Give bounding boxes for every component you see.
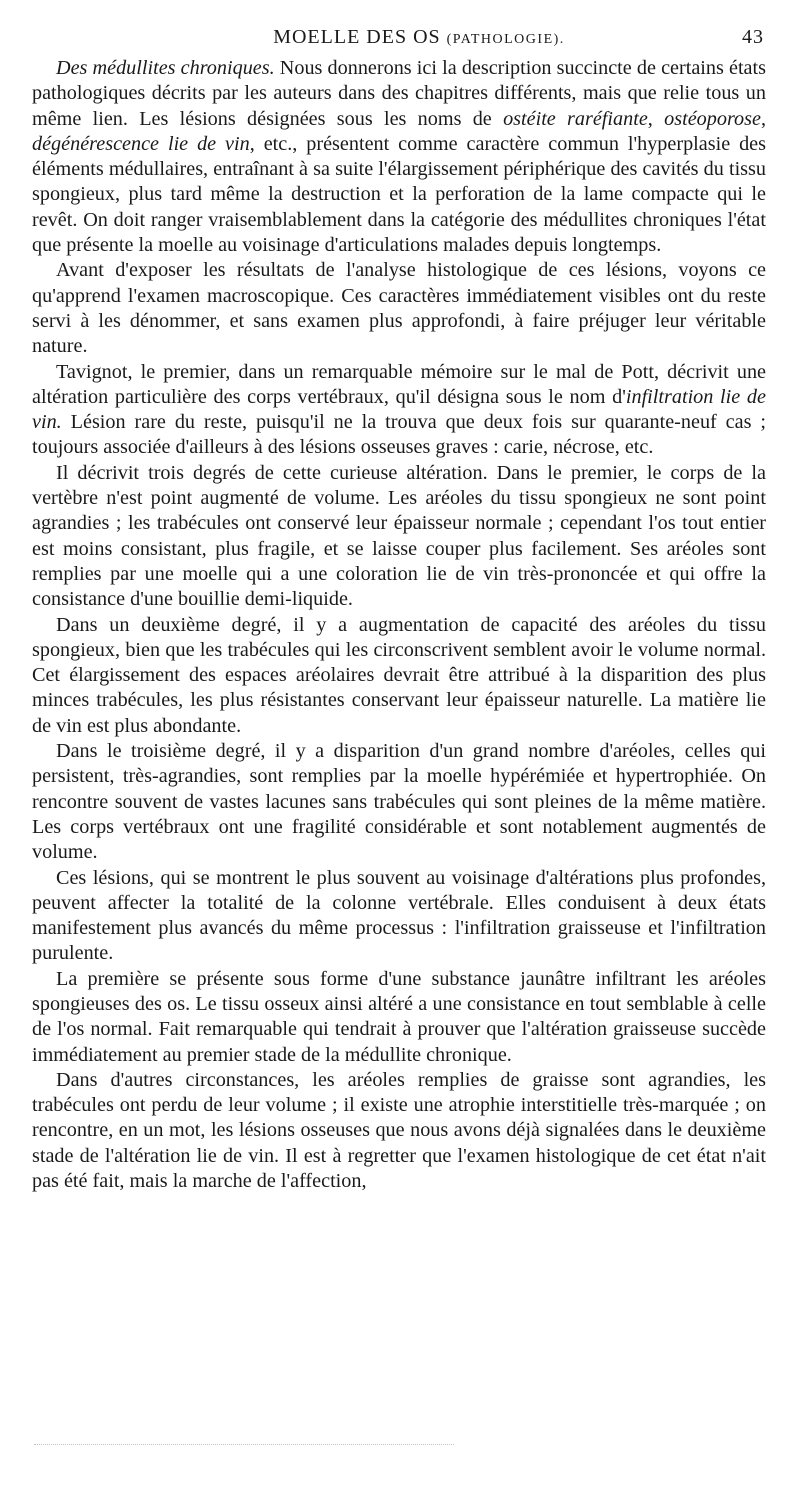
paragraph-deuxieme-degre: Dans un deuxième degré, il y a augmentation de capacité des aréoles du tissu spongieux, bien que les trabécules qui les circonscrivent semblent avoir le volume normal. Cet élargissement des espaces aréolaires devrait être attribué à la disparition des plus minces trabécules, les plus résistantes conservant leur épaisseur naturelle. La matière lie de vin est plus abondante. [32,613,766,737]
body-text [32,56,766,1194]
paragraph-premier-degre: Il décrivit trois degrés de cette curieuse altération. Dans le premier, le corps de la vertèbre n'est point augmenté de volume. Les aréoles du tissu spongieux ne sont point agrandies ; les trabécules ont conservé leur épaisseur normale ; cependant l'os tout entier est moins consistant, plus fragile, et se laisse couper plus facilement. Ses aréoles sont remplies par une moelle qui a une coloration lie de vin très-prononcée et qui offre la consistance d'une bouillie demi-liquide. [32,461,766,611]
paragraph-etats-avances: Ces lésions, qui se montrent le plus souvent au voisinage d'altérations plus profondes, peuvent affecter la totalité de la colonne vertébrale. Elles conduisent à deux états manifestement plus avancés du même processus : l'infiltration graisseuse et l'infiltration purulente. [32,866,766,965]
paragraph-autres-circonstances: Dans d'autres circonstances, les aréoles remplies de graisse sont agrandies, les trabécules ont perdu de leur volume ; il existe une atrophie interstitielle très-marquée ; on rencontre, en un mot, les lésions osseuses que nous avons déjà signalées dans le deuxième stade de l'altération lie de vin. Il est à regretter que l'examen histologique de cet état n'ait pas été fait, mais la marche de l'affection, [32,1068,766,1193]
section-heading-italic: Des médullites chroniques. [56,57,275,79]
paragraph-text: , [760,107,767,130]
italic-term: infiltration lie de vin. [32,385,766,434]
italic-term: dégénérescence lie de vin [32,132,250,155]
italic-term: ostéite raréfiante [503,107,648,130]
paragraph-examen-macroscopique: Avant d'exposer les résultats de l'analyse histologique de ces lésions, voyons ce qu'apprend l'examen macroscopique. Ces caractères immédiatement visibles ont du reste servi à les dénommer, et sans examen plus approfondi, à faire préjuger leur véritable nature. [32,259,766,358]
paragraph-text: Lésion rare du reste, puisqu'il ne la trouva que deux fois sur quarante-neuf cas ; toujours associée d'ailleurs à des lésions osseuses graves : carie, nécrose, etc. [32,411,766,459]
book-page [32,26,766,1194]
paragraph-troisieme-degre: Dans le troisième degré, il y a disparition d'un grand nombre d'aréoles, celles qui persistent, très-agrandies, sont remplies par la moelle hypérémiée et hypertrophiée. On rencontre souvent de vastes lacunes sans trabécules qui sont pleines de la même matière. Les corps vertébraux ont une fragilité considérable et sont notablement augmentés de volume. [32,740,766,864]
running-head [32,26,766,56]
paragraph-medullites-chroniques [32,56,766,258]
paragraph-text: , [647,107,665,130]
paragraph-text: , etc., présentent comme caractère commun l'hyperplasie des éléments médullaires, entraînant à sa suite l'élargissement périphérique des cavités du tissu spongieux, plus tard même la destruction et la perforation de la lame compacte qui le revêt. On doit ranger vraisemblablement dans la catégorie des médullites chroniques l'état que présente la moelle au voisinage d'articulations malades depuis longtemps. [32,132,767,257]
paragraph-text: Nous donnerons ici la description succincte de certains états pathologiques décrits par les auteurs dans des chapitres différents, mais que relie tous un même lien. Les lésions désignées sous les noms de [32,57,766,130]
italic-term: ostéoporose [664,107,761,130]
page-bottom-specks [34,1444,454,1449]
running-title [233,26,565,49]
paragraph-infiltration-graisseuse: La première se présente sous forme d'une substance jaunâtre infiltrant les aréoles spongieuses des os. Le tissu osseux ainsi altéré a une consistance en tout semblable à celle de l'os normal. Fait remarquable qui tendrait à prouver que l'altération graisseuse succède immédiatement au premier stade de la médullite chronique. [32,967,766,1066]
paragraph-tavignot [32,360,766,461]
page-number: 43 [742,26,764,48]
paragraph-text: Tavignot, le premier, dans un remarquable mémoire sur le mal de Pott, décrivit une altération particulière des corps vertébraux, qu'il désigna sous le nom d' [32,360,766,408]
running-title-main: MOELLE DES OS [273,26,441,48]
running-title-subtitle: (PATHOLOGIE). [446,32,565,47]
